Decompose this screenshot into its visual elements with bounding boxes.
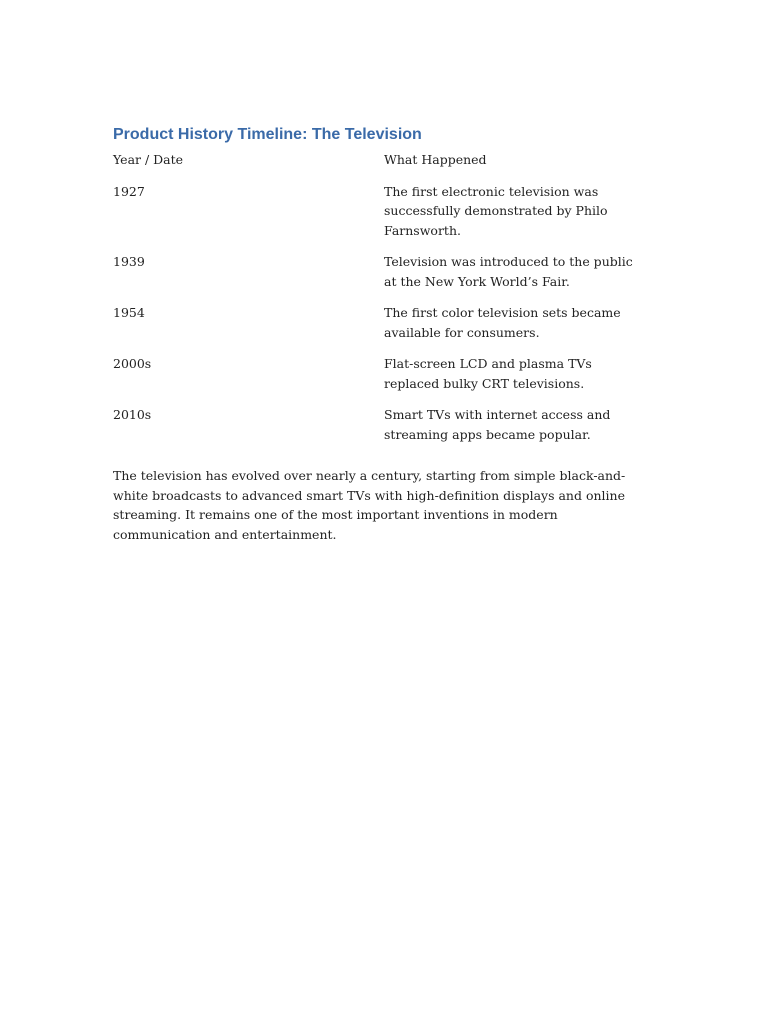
table-row (113, 182, 643, 253)
table-row (113, 303, 643, 354)
row-event: The first color television sets became available for consumers. (384, 305, 621, 340)
row-year: 2010s (113, 407, 152, 422)
row-year: 1954 (113, 305, 145, 320)
row-year: 1939 (113, 254, 145, 269)
table-row (113, 354, 643, 405)
document-page (113, 124, 643, 557)
row-event: Flat-screen LCD and plasma TVs replaced bulky CRT televisions. (384, 356, 592, 391)
row-event: Television was introduced to the public at the New York World’s Fair. (384, 254, 633, 289)
row-year: 2000s (113, 356, 152, 371)
row-event: The first electronic television was successfully demonstrated by Philo Farnsworth. (384, 183, 608, 238)
timeline-table (113, 150, 643, 456)
table-header-row (113, 150, 643, 182)
summary-paragraph: The television has evolved over nearly a century, starting from simple black-and-white broadcasts to advanced smart TVs with high-definition displays and online streaming. It remains one of the most important inventions in modern communication and entertainment. (113, 468, 626, 542)
table-row (113, 405, 643, 456)
header-year: Year / Date (113, 152, 184, 167)
header-what-happened: What Happened (384, 152, 487, 167)
row-year: 1927 (113, 183, 145, 199)
document-title: Product History Timeline: The Television (113, 126, 422, 143)
row-event: Smart TVs with internet access and streaming apps became popular. (384, 407, 611, 442)
table-row (113, 252, 643, 303)
